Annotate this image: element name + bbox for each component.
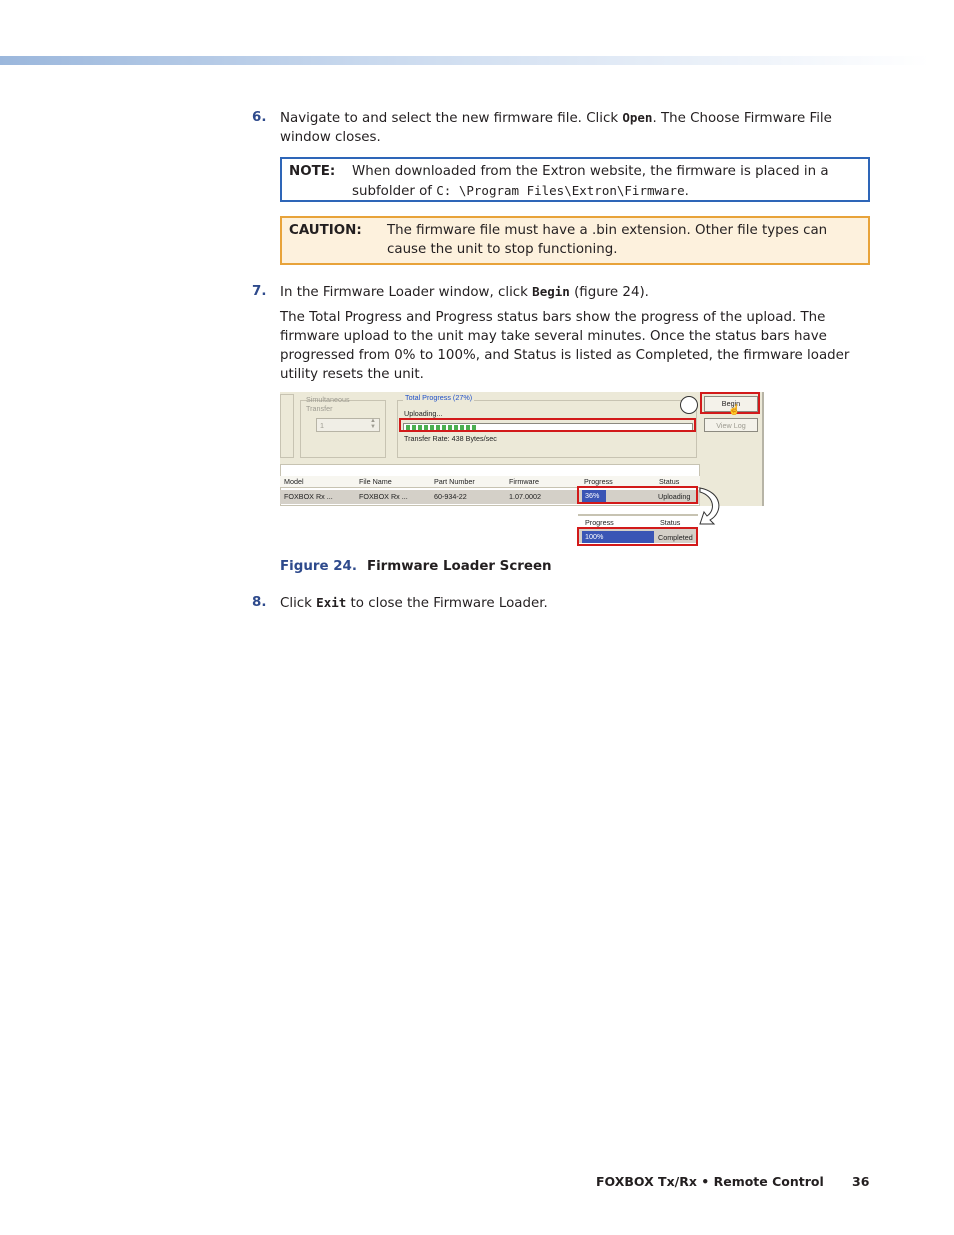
- highlight-completed-row: [577, 527, 698, 546]
- cell-part-number: 60-934-22: [434, 492, 467, 501]
- left-edge-panel: [280, 394, 294, 458]
- page-number: 36: [852, 1174, 870, 1189]
- inset-column-status: Status: [660, 518, 681, 527]
- curved-arrow-icon: [696, 486, 726, 526]
- step-number: 6.: [252, 110, 267, 125]
- firmware-path: C: \Program Files\Extron\Firmware: [436, 183, 685, 198]
- column-part-number[interactable]: Part Number: [434, 477, 475, 486]
- stepper-arrows-icon[interactable]: ▲ ▼: [370, 418, 376, 430]
- simultaneous-transfer-stepper[interactable]: [316, 418, 380, 432]
- transfer-rate: Transfer Rate: 438 Bytes/sec: [404, 434, 497, 443]
- command-exit: Exit: [316, 595, 347, 610]
- stepper-value: 1: [320, 421, 324, 430]
- caution-text: The firmware file must have a .bin extension. Other file types can cause the unit to stop functioning.: [387, 223, 828, 257]
- header-band: [0, 56, 930, 65]
- cell-status: Uploading: [658, 492, 691, 501]
- step-6: [252, 108, 852, 147]
- figure-number: Figure 24.: [280, 559, 357, 574]
- figure-caption: [280, 559, 552, 574]
- footer-title: FOXBOX Tx/Rx • Remote Control: [596, 1174, 824, 1189]
- step-7: [252, 282, 852, 302]
- note-box: [280, 157, 870, 202]
- column-file-name[interactable]: File Name: [359, 477, 392, 486]
- uploading-label: Uploading...: [404, 409, 443, 418]
- column-model[interactable]: Model: [284, 477, 304, 486]
- caution-box: [280, 216, 870, 265]
- firmware-loader-figure: [280, 390, 765, 550]
- pointer-cursor-icon: ☝: [728, 405, 741, 416]
- column-status[interactable]: Status: [659, 477, 680, 486]
- highlight-progress-row: [577, 486, 698, 504]
- step-text: In the Firmware Loader window, click Begin (figure 24).: [280, 284, 649, 300]
- inset-column-progress: Progress: [585, 518, 614, 527]
- column-progress[interactable]: Progress: [584, 477, 613, 486]
- inset-cell-status: Completed: [658, 533, 693, 542]
- highlight-total-progress: [399, 418, 696, 432]
- figure-title: Firmware Loader Screen: [366, 559, 552, 574]
- total-progress-label: Total Progress (27%): [405, 393, 473, 402]
- command-begin: Begin: [532, 284, 570, 299]
- view-log-button[interactable]: View Log: [704, 418, 758, 432]
- command-open: Open: [622, 110, 653, 125]
- begin-button[interactable]: Begin: [704, 396, 758, 412]
- column-firmware[interactable]: Firmware: [509, 477, 539, 486]
- step-number: 8.: [252, 595, 267, 610]
- cell-firmware: 1.07.0002: [509, 492, 541, 501]
- step-number: 7.: [252, 284, 267, 299]
- step-8: [252, 593, 852, 613]
- inset-cell-progress: 100%: [582, 531, 654, 543]
- step-7-paragraph: The Total Progress and Progress status bars show the progress of the upload. The firmware upload to the unit may take several minutes. Once the status bars have progressed from 0% to 100%, and Status is listed as Completed, the firmware loader utility resets the unit.: [280, 310, 850, 382]
- note-text: When downloaded from the Extron website, the firmware is placed in a subfolder of C: \Program Files\Extron\Firmware.: [352, 164, 829, 199]
- cell-model: FOXBOX Rx ...: [284, 492, 333, 501]
- note-label: NOTE:: [289, 164, 336, 179]
- step-text: Click Exit to close the Firmware Loader.: [280, 595, 548, 611]
- cell-progress: 36%: [582, 490, 606, 502]
- callout-circle: [680, 396, 698, 414]
- caution-label: CAUTION:: [289, 223, 362, 238]
- simultaneous-transfer-label: Simultaneous Transfer: [306, 395, 350, 413]
- cell-file-name: FOXBOX Rx ...: [359, 492, 408, 501]
- step-text: Navigate to and select the new firmware file. Click Open. The Choose Firmware File window closes.: [280, 110, 832, 145]
